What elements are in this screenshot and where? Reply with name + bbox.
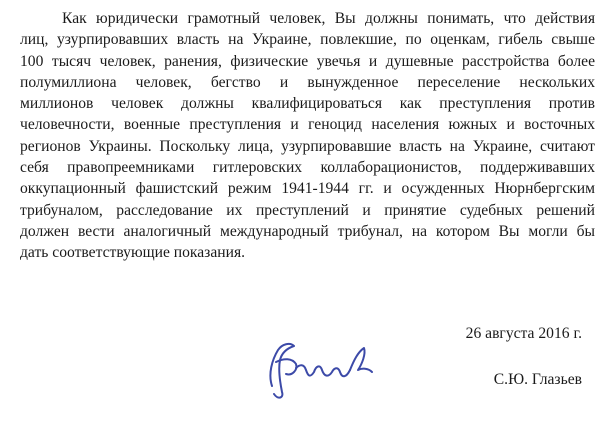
signatory-name: С.Ю. Глазьев: [493, 371, 582, 388]
body-line-7: регионов Украины. Поскольку лица, узурпировавшие власть на Украине, считают: [20, 137, 595, 155]
body-line-5: миллионов человек должны квалифицироваться как преступления против: [20, 95, 595, 113]
letter-date: 26 августа 2016 г.: [465, 325, 582, 342]
body-line-11: должен вести аналогичный международный трибунал, на котором Вы могли бы: [20, 222, 595, 240]
body-line-2: лиц, узурпировавших власть на Украине, повлекшие, по оценкам, гибель свыше: [20, 31, 595, 49]
handwritten-signature: [258, 334, 378, 404]
body-line-9: оккупационный фашистский режим 1941-1944 гг. и осужденных Нюрнбергским: [20, 180, 595, 198]
body-line-10: трибуналом, расследование их преступлений и принятие судебных решений: [20, 201, 595, 219]
body-line-12: дать соответствующие показания.: [20, 244, 246, 262]
body-line-4: полумиллиона человек, бегство и вынужденное переселение нескольких: [20, 73, 595, 91]
body-line-1: Как юридически грамотный человек, Вы должны понимать, что действия: [62, 10, 595, 27]
body-line-8: себя правопреемниками гитлеровских коллаборационистов, поддерживавших: [20, 159, 595, 177]
body-line-3: 100 тысяч человек, ранения, физические увечья и душевные расстройства более: [20, 52, 595, 70]
letter-body: [20, 8, 595, 264]
body-line-6: человечности, военные преступления и геноцид населения южных и восточных: [20, 116, 595, 134]
